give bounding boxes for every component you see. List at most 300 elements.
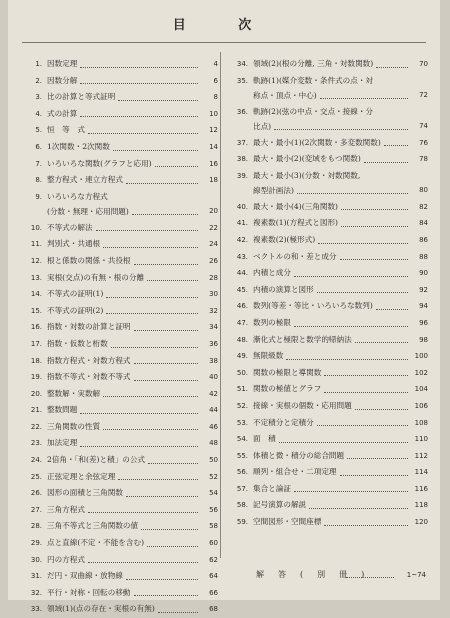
toc-entry bbox=[232, 73, 428, 104]
entry-title: 順列・組合せ・二項定理 bbox=[253, 467, 337, 477]
entry-title: 整数解・実数解 bbox=[47, 388, 101, 398]
entry-page-number: 118 bbox=[414, 501, 428, 510]
toc-entry bbox=[232, 265, 428, 282]
entry-title: 軌跡(1)(媒介変数・条件式の点・対 bbox=[253, 75, 374, 85]
dot-leader bbox=[364, 162, 408, 163]
toc-entry bbox=[26, 236, 218, 253]
entry-title: 点と直線(不定・不能を含む) bbox=[47, 538, 145, 548]
entry-title: 記号演算の解説 bbox=[253, 500, 307, 510]
entry-title: 無限級数 bbox=[253, 351, 284, 361]
column-divider bbox=[220, 52, 221, 558]
toc-entry bbox=[26, 189, 218, 220]
toc-entry bbox=[232, 398, 428, 415]
dot-leader bbox=[134, 380, 198, 381]
entry-title: 平行・対称・回転の移動 bbox=[47, 587, 131, 597]
entry-title: 複素数(1)(方程式と図形) bbox=[253, 218, 339, 228]
entry-title: 円の方程式 bbox=[47, 554, 85, 564]
entry-number: 9. bbox=[35, 192, 42, 201]
dot-leader bbox=[384, 145, 408, 146]
entry-page-number: 92 bbox=[419, 285, 428, 294]
dot-leader bbox=[309, 508, 408, 509]
dot-leader bbox=[126, 579, 198, 580]
toc-entry bbox=[232, 315, 428, 332]
dot-leader bbox=[103, 247, 198, 248]
entry-page-number: 104 bbox=[414, 385, 428, 394]
toc-right-column bbox=[232, 56, 428, 531]
entry-number: 48. bbox=[236, 335, 248, 344]
toc-entry bbox=[26, 353, 218, 370]
entry-number: 47. bbox=[236, 318, 248, 327]
dot-leader bbox=[324, 525, 408, 526]
entry-title: 領域(1)(点の存在・実根の有無) bbox=[47, 604, 155, 614]
toc-entry bbox=[232, 135, 428, 152]
toc-entry bbox=[232, 448, 428, 465]
dot-leader bbox=[279, 442, 408, 443]
entry-page-number: 98 bbox=[419, 335, 428, 344]
entry-number: 52. bbox=[236, 401, 248, 410]
entry-title: 空間図形・空間座標 bbox=[253, 517, 322, 527]
toc-entry bbox=[232, 298, 428, 315]
dot-leader bbox=[294, 326, 408, 327]
toc-entry bbox=[232, 215, 428, 232]
entry-page-number: 60 bbox=[209, 539, 218, 548]
entry-number: 45. bbox=[236, 285, 248, 294]
entry-title: ベクトルの和・差と成分 bbox=[253, 251, 337, 261]
entry-title: 実根(交点)の有無・根の分離 bbox=[47, 272, 145, 282]
toc-entry bbox=[232, 381, 428, 398]
entry-page-number: 68 bbox=[209, 605, 218, 614]
entry-title: 体積と微・積分の総合問題 bbox=[253, 450, 345, 460]
entry-page-number: 58 bbox=[209, 522, 218, 531]
entry-title: 因数定理 bbox=[47, 59, 78, 68]
toc-entry bbox=[26, 220, 218, 237]
entry-number: 36. bbox=[236, 107, 248, 116]
entry-number: 54. bbox=[236, 435, 248, 444]
entry-number: 1. bbox=[35, 60, 42, 68]
dot-leader bbox=[96, 230, 198, 231]
toc-entry bbox=[26, 106, 218, 123]
toc-entry bbox=[232, 415, 428, 432]
entry-page-number: 70 bbox=[419, 60, 428, 68]
toc-entry bbox=[26, 286, 218, 303]
entry-number: 11. bbox=[30, 240, 42, 249]
dot-leader bbox=[147, 280, 198, 281]
answer-key-pages: 1~74 bbox=[406, 571, 426, 579]
toc-entry bbox=[26, 156, 218, 173]
entry-page-number: 114 bbox=[414, 468, 428, 477]
toc-entry bbox=[26, 270, 218, 287]
entry-title: 指数・対数の計算と証明 bbox=[47, 322, 131, 332]
dot-leader bbox=[317, 425, 408, 426]
entry-title: 集合と論証 bbox=[253, 483, 291, 493]
dot-leader bbox=[355, 409, 408, 410]
entry-page-number: 86 bbox=[419, 235, 428, 244]
dot-leader bbox=[274, 129, 408, 130]
entry-number: 50. bbox=[236, 368, 248, 377]
toc-entry bbox=[26, 419, 218, 436]
entry-title: 最大・最小(4)(三角関数) bbox=[253, 201, 339, 211]
entry-title: 加法定理 bbox=[47, 438, 78, 448]
entry-title: 最大・最小(1)(2次関数・多変数関数) bbox=[253, 137, 381, 147]
entry-number: 28. bbox=[30, 522, 42, 531]
entry-number: 51. bbox=[236, 385, 248, 394]
entry-number: 15. bbox=[30, 306, 42, 315]
toc-entry bbox=[232, 168, 428, 199]
entry-title: 指数方程式・対数方程式 bbox=[47, 355, 131, 365]
entry-title: いろいろな方程式 bbox=[47, 191, 108, 201]
entry-title: 判別式・共通根 bbox=[47, 239, 101, 249]
dot-leader bbox=[118, 479, 198, 480]
entry-title: 1次関数・2次関数 bbox=[47, 141, 110, 151]
entry-page-number: 16 bbox=[209, 159, 218, 168]
entry-number: 40. bbox=[236, 202, 248, 211]
dot-leader bbox=[134, 595, 198, 596]
toc-entry bbox=[26, 253, 218, 270]
dot-leader bbox=[134, 264, 198, 265]
entry-title-continued: 比点) bbox=[253, 121, 272, 131]
entry-number: 27. bbox=[30, 505, 42, 514]
entry-title-continued: 称点・頂点・中心) bbox=[253, 90, 317, 100]
dot-leader bbox=[355, 342, 408, 343]
entry-title: 不等式の証明(1) bbox=[47, 289, 104, 299]
toc-entry bbox=[26, 319, 218, 336]
entry-title: 数列の極限 bbox=[253, 317, 291, 327]
entry-title: 因数分解 bbox=[47, 75, 78, 85]
entry-number: 30. bbox=[30, 555, 42, 564]
toc-entry bbox=[26, 552, 218, 569]
toc-entry bbox=[26, 518, 218, 535]
entry-title: 2倍角・「和(差)と積」の公式 bbox=[47, 455, 146, 465]
entry-number: 31. bbox=[30, 572, 42, 581]
entry-title: 比の計算と等式証明 bbox=[47, 92, 116, 102]
dot-leader bbox=[103, 429, 198, 430]
entry-number: 21. bbox=[30, 406, 42, 415]
dot-leader bbox=[141, 529, 198, 530]
entry-number: 57. bbox=[236, 484, 248, 493]
dot-leader bbox=[80, 83, 198, 84]
entry-title: 複素数(2)(極形式) bbox=[253, 234, 316, 244]
entry-page-number: 12 bbox=[209, 126, 218, 135]
entry-title: 不等式の証明(2) bbox=[47, 305, 104, 315]
entry-page-number: 38 bbox=[209, 356, 218, 365]
entry-page-number: 14 bbox=[209, 142, 218, 151]
toc-entry bbox=[26, 386, 218, 403]
toc-left-column bbox=[26, 56, 218, 618]
dot-leader bbox=[286, 359, 408, 360]
toc-entry bbox=[232, 464, 428, 481]
toc-entry bbox=[232, 151, 428, 168]
entry-number: 35. bbox=[236, 76, 248, 85]
entry-title: 領域(2)(根の分離, 三角・対数関数) bbox=[253, 59, 374, 68]
entry-title: 整方程式・連立方程式 bbox=[47, 175, 123, 185]
toc-entry bbox=[26, 172, 218, 189]
entry-number: 6. bbox=[35, 142, 42, 151]
toc-entry bbox=[26, 89, 218, 106]
entry-page-number: 34 bbox=[209, 323, 218, 332]
entry-page-number: 10 bbox=[209, 109, 218, 118]
toc-entry bbox=[232, 104, 428, 135]
entry-page-number: 36 bbox=[209, 339, 218, 348]
entry-number: 34. bbox=[236, 60, 248, 68]
entry-title: 整数問題 bbox=[47, 405, 78, 415]
entry-title: 根と係数の関係・共役根 bbox=[47, 255, 131, 265]
dot-leader bbox=[80, 116, 198, 117]
entry-number: 37. bbox=[236, 138, 248, 147]
entry-page-number: 66 bbox=[209, 588, 218, 597]
entry-page-number: 94 bbox=[419, 302, 428, 311]
entry-page-number: 64 bbox=[209, 572, 218, 581]
dot-leader bbox=[80, 413, 198, 414]
entry-page-number: 26 bbox=[209, 256, 218, 265]
entry-title: 正弦定理と余弦定理 bbox=[47, 471, 116, 481]
toc-entry bbox=[26, 303, 218, 320]
entry-title: 接線・実根の個数・応用問題 bbox=[253, 400, 352, 410]
toc-entry bbox=[232, 332, 428, 349]
entry-page-number: 28 bbox=[209, 273, 218, 282]
entry-page-number: 56 bbox=[209, 505, 218, 514]
entry-number: 39. bbox=[236, 171, 248, 180]
entry-number: 24. bbox=[30, 456, 42, 465]
toc-entry bbox=[26, 502, 218, 519]
entry-page-number: 84 bbox=[419, 219, 428, 228]
entry-title: 軌跡(2)(弦の中点・交点・接線・分 bbox=[253, 106, 374, 116]
toc-entry bbox=[26, 601, 218, 618]
dot-leader bbox=[158, 612, 198, 613]
dot-leader bbox=[324, 392, 408, 393]
toc-entry bbox=[232, 232, 428, 249]
entry-number: 33. bbox=[30, 605, 42, 614]
toc-entry bbox=[232, 199, 428, 216]
entry-number: 58. bbox=[236, 501, 248, 510]
entry-page-number: 32 bbox=[209, 306, 218, 315]
entry-number: 49. bbox=[236, 352, 248, 361]
entry-number: 26. bbox=[30, 489, 42, 498]
toc-entry bbox=[232, 431, 428, 448]
entry-page-number: 108 bbox=[414, 418, 428, 427]
entry-title: だ円・双曲線・放物線 bbox=[47, 571, 123, 581]
dot-leader bbox=[148, 463, 198, 464]
toc-entry bbox=[26, 435, 218, 452]
entry-page-number: 74 bbox=[419, 122, 428, 130]
entry-number: 14. bbox=[30, 290, 42, 299]
entry-number: 16. bbox=[30, 323, 42, 332]
entry-page-number: 42 bbox=[209, 389, 218, 398]
entry-number: 56. bbox=[236, 468, 248, 477]
toc-entry bbox=[26, 73, 218, 90]
entry-title: 不等式の解法 bbox=[47, 222, 93, 232]
title-divider bbox=[22, 42, 426, 43]
dot-leader bbox=[113, 150, 198, 151]
entry-page-number: 78 bbox=[419, 155, 428, 164]
entry-page-number: 76 bbox=[419, 138, 428, 147]
toc-entry bbox=[26, 535, 218, 552]
entry-title: 面 積 bbox=[253, 434, 276, 444]
answer-key-label: 解答(別冊) bbox=[256, 570, 379, 579]
entry-number: 23. bbox=[30, 439, 42, 448]
entry-number: 53. bbox=[236, 418, 248, 427]
entry-number: 25. bbox=[30, 472, 42, 481]
entry-page-number: 102 bbox=[414, 368, 428, 377]
entry-title-continued: 線型計画法) bbox=[253, 185, 294, 195]
entry-page-number: 62 bbox=[209, 555, 218, 564]
entry-page-number: 110 bbox=[414, 435, 428, 444]
toc-entry bbox=[26, 139, 218, 156]
dot-leader bbox=[80, 67, 198, 68]
entry-number: 32. bbox=[30, 588, 42, 597]
entry-number: 42. bbox=[236, 235, 248, 244]
entry-title: 指数不等式・対数不等式 bbox=[47, 372, 131, 382]
dot-leader bbox=[294, 276, 408, 277]
toc-entry bbox=[232, 365, 428, 382]
dot-leader bbox=[106, 313, 198, 314]
dot-leader bbox=[341, 226, 408, 227]
entry-page-number: 120 bbox=[414, 518, 428, 527]
entry-page-number: 18 bbox=[209, 176, 218, 185]
entry-number: 20. bbox=[30, 389, 42, 398]
entry-page-number: 100 bbox=[414, 352, 428, 361]
entry-page-number: 72 bbox=[419, 91, 428, 99]
dot-leader bbox=[126, 496, 198, 497]
entry-number: 19. bbox=[30, 373, 42, 382]
entry-page-number: 22 bbox=[209, 223, 218, 232]
toc-entry bbox=[232, 282, 428, 299]
toc-entry bbox=[26, 568, 218, 585]
entry-title: 指数・仮数と桁数 bbox=[47, 338, 108, 348]
dot-leader bbox=[320, 98, 408, 99]
entry-title: 内積の演算と図形 bbox=[253, 284, 314, 294]
entry-number: 41. bbox=[236, 219, 248, 228]
dot-leader bbox=[341, 209, 408, 210]
entry-page-number: 52 bbox=[209, 472, 218, 481]
entry-number: 10. bbox=[30, 223, 42, 232]
entry-number: 7. bbox=[35, 159, 42, 168]
entry-page-number: 8 bbox=[213, 93, 218, 102]
dot-leader bbox=[340, 259, 408, 260]
entry-title: 図形の面積と三角関数 bbox=[47, 488, 123, 498]
dot-leader bbox=[134, 363, 198, 364]
dot-leader bbox=[126, 183, 198, 184]
toc-entry bbox=[232, 514, 428, 531]
entry-page-number: 82 bbox=[419, 202, 428, 211]
entry-page-number: 48 bbox=[209, 439, 218, 448]
entry-page-number: 54 bbox=[209, 489, 218, 498]
dot-leader bbox=[134, 330, 198, 331]
entry-page-number: 116 bbox=[414, 484, 428, 493]
dot-leader bbox=[88, 562, 198, 563]
toc-entry bbox=[232, 249, 428, 266]
dot-leader bbox=[88, 133, 198, 134]
entry-title: 三角関数の性質 bbox=[47, 421, 101, 431]
toc-entry bbox=[26, 369, 218, 386]
entry-title: 数列(等差・等比・いろいろな数列) bbox=[253, 301, 373, 311]
dot-leader bbox=[376, 309, 408, 310]
entry-number: 44. bbox=[236, 269, 248, 278]
toc-entry bbox=[26, 469, 218, 486]
entry-number: 46. bbox=[236, 302, 248, 311]
entry-page-number: 30 bbox=[209, 290, 218, 299]
dot-leader bbox=[318, 243, 408, 244]
entry-title: いろいろな関数(グラフと応用) bbox=[47, 158, 152, 168]
toc-page bbox=[8, 0, 440, 614]
dot-leader bbox=[147, 546, 198, 547]
dot-leader bbox=[346, 577, 394, 578]
entry-page-number: 112 bbox=[414, 451, 428, 460]
entry-title: 関数の極値とグラフ bbox=[253, 384, 322, 394]
entry-number: 29. bbox=[30, 539, 42, 548]
entry-title: 内積と成分 bbox=[253, 268, 291, 278]
entry-title: 関数の極限と導関数 bbox=[253, 367, 322, 377]
entry-number: 59. bbox=[236, 518, 248, 527]
dot-leader bbox=[106, 297, 198, 298]
entry-number: 18. bbox=[30, 356, 42, 365]
dot-leader bbox=[297, 193, 408, 194]
dot-leader bbox=[111, 347, 198, 348]
entry-number: 55. bbox=[236, 451, 248, 460]
entry-title: 最大・最小(3)(分数・対数関数, bbox=[253, 170, 361, 180]
dot-leader bbox=[340, 475, 408, 476]
entry-title: 最大・最小(2)(変域をもつ関数) bbox=[253, 154, 361, 164]
entry-number: 22. bbox=[30, 422, 42, 431]
entry-page-number: 44 bbox=[209, 406, 218, 415]
toc-entry bbox=[26, 402, 218, 419]
entry-title-continued: (分数・無理・応用問題) bbox=[47, 206, 129, 216]
entry-page-number: 106 bbox=[414, 401, 428, 410]
entry-title: 式の計算 bbox=[47, 108, 78, 118]
dot-leader bbox=[118, 100, 198, 101]
entry-number: 5. bbox=[35, 126, 42, 135]
entry-number: 3. bbox=[35, 93, 42, 102]
entry-number: 12. bbox=[30, 256, 42, 265]
entry-page-number: 96 bbox=[419, 318, 428, 327]
entry-page-number: 4 bbox=[213, 60, 218, 68]
entry-page-number: 20 bbox=[209, 207, 218, 216]
entry-number: 4. bbox=[35, 109, 42, 118]
entry-page-number: 46 bbox=[209, 422, 218, 431]
toc-entry bbox=[26, 336, 218, 353]
toc-entry bbox=[232, 56, 428, 73]
dot-leader bbox=[294, 491, 408, 492]
entry-page-number: 24 bbox=[209, 240, 218, 249]
entry-title: 不定積分と定積分 bbox=[253, 417, 314, 427]
entry-number: 13. bbox=[30, 273, 42, 282]
entry-number: 43. bbox=[236, 252, 248, 261]
toc-entry bbox=[232, 481, 428, 498]
toc-entry bbox=[26, 585, 218, 602]
dot-leader bbox=[155, 166, 198, 167]
toc-entry bbox=[26, 485, 218, 502]
answer-key-entry bbox=[256, 568, 426, 582]
entry-title: 恒 等 式 bbox=[47, 125, 85, 135]
entry-page-number: 88 bbox=[419, 252, 428, 261]
toc-entry bbox=[232, 348, 428, 365]
dot-leader bbox=[347, 458, 408, 459]
dot-leader bbox=[317, 292, 408, 293]
toc-entry bbox=[26, 56, 218, 73]
dot-leader bbox=[103, 396, 198, 397]
entry-number: 38. bbox=[236, 155, 248, 164]
page-title: 目 次 bbox=[172, 18, 276, 33]
entry-title: 三角不等式と三角関数の値 bbox=[47, 521, 139, 531]
toc-entry bbox=[26, 122, 218, 139]
entry-page-number: 40 bbox=[209, 373, 218, 382]
entry-number: 8. bbox=[35, 176, 42, 185]
entry-title: 漸化式と極限と数学的帰納法 bbox=[253, 334, 352, 344]
entry-title: 三角方程式 bbox=[47, 504, 85, 514]
dot-leader bbox=[132, 214, 198, 215]
entry-page-number: 6 bbox=[213, 76, 218, 85]
toc-entry bbox=[232, 497, 428, 514]
dot-leader bbox=[80, 446, 198, 447]
